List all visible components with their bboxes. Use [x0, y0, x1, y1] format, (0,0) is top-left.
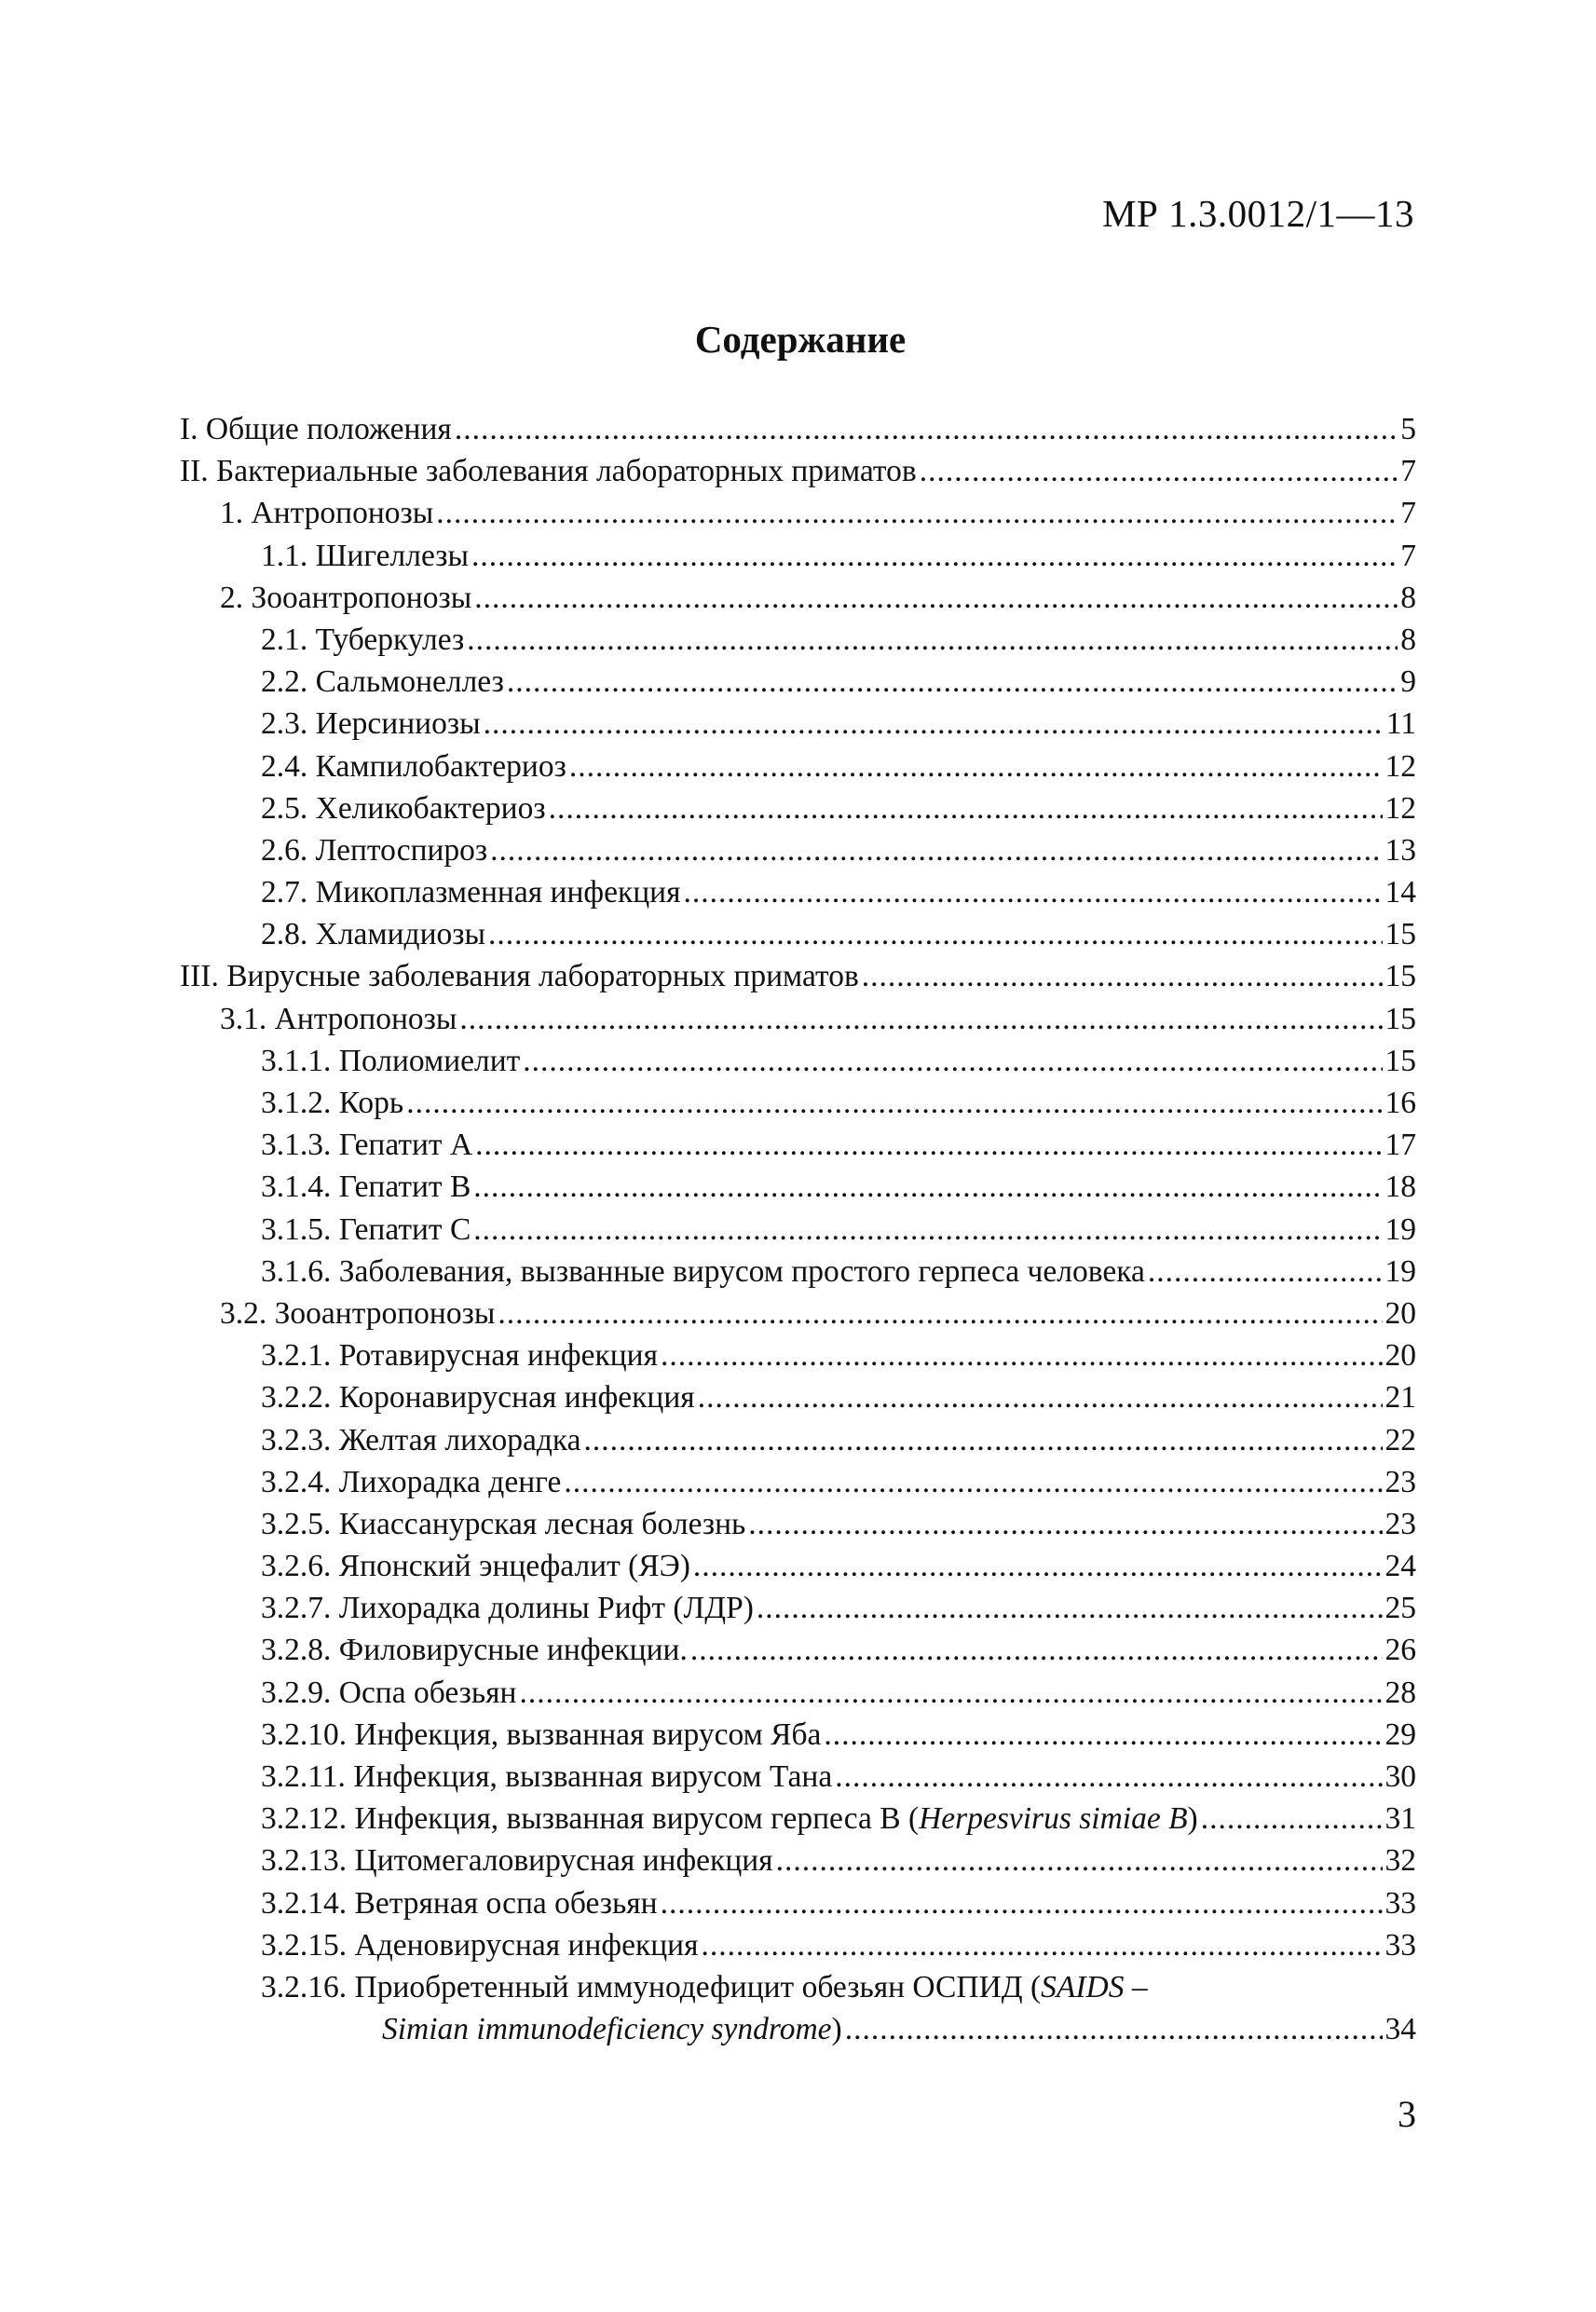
dot-leader [467, 619, 1398, 661]
dot-leader [862, 955, 1383, 997]
toc-entry [180, 1672, 1416, 1714]
toc-entry-page: 23 [1385, 1506, 1416, 1541]
toc-entry-page: 19 [1385, 1211, 1416, 1247]
toc-entry-label: 3.2.10. Инфекция, вызванная вирусом Яба [261, 1717, 822, 1752]
dot-leader [455, 408, 1398, 450]
toc-entry-label: 1. Антропонозы [220, 496, 434, 531]
toc-entry-page: 20 [1385, 1338, 1416, 1374]
toc-entry [180, 1587, 1416, 1629]
toc-entry [180, 1419, 1416, 1461]
toc-entry-page: 15 [1385, 1043, 1416, 1078]
toc-entry-page: 15 [1385, 1001, 1416, 1036]
toc-entry [180, 1714, 1416, 1756]
toc-entry-page: 15 [1385, 959, 1416, 994]
toc-entry-label: 2.2. Сальмонеллез [261, 664, 504, 700]
toc-entry-page: 25 [1385, 1591, 1416, 1626]
toc-entry-label: 3.2.5. Киассанурская лесная болезнь [261, 1506, 746, 1541]
toc-entry-label: 2.6. Лептоспироз [261, 832, 488, 868]
toc-entry-label: 2.8. Хламидиозы [261, 917, 485, 952]
toc-entry-label: 3.2.7. Лихорадка долины Рифт (ЛДР) [261, 1591, 754, 1626]
toc-entry-label: 2.3. Иерсиниозы [261, 706, 481, 742]
toc-entry-label: III. Вирусные заболевания лабораторных приматов [180, 959, 859, 994]
dot-leader [488, 913, 1383, 955]
toc-entry [180, 619, 1416, 661]
toc-entry [180, 913, 1416, 955]
toc-entry-page: 32 [1385, 1843, 1416, 1879]
toc-entry [180, 1334, 1416, 1376]
dot-leader [776, 1840, 1383, 1881]
toc-entry [180, 1629, 1416, 1671]
toc-entry-label: 3.2.9. Оспа обезьян [261, 1675, 517, 1710]
toc-entry [180, 1503, 1416, 1545]
toc-entry-label: I. Общие положения [180, 412, 452, 446]
toc-entry-page: 17 [1385, 1128, 1416, 1163]
toc-entry [180, 1924, 1416, 1966]
toc-entry [180, 408, 1416, 450]
toc-entry [180, 1461, 1416, 1503]
toc-entry-label: 3.1.1. Полиомиелит [261, 1043, 521, 1078]
toc-entry-label: 3.2.2. Коронавирусная инфекция [261, 1380, 695, 1416]
toc-entry-label: 3.1.5. Гепатит С [261, 1211, 471, 1247]
toc-entry-label: 3.2.16. Приобретенный иммунодефицит обезьян ОСПИД (SAIDS – [261, 1969, 1148, 2004]
dot-leader [564, 1461, 1382, 1503]
dot-leader [698, 1376, 1383, 1418]
toc-entry-label: 3.1.2. Корь [261, 1086, 404, 1120]
toc-entry-page: 7 [1400, 454, 1416, 489]
dot-leader [484, 703, 1384, 745]
toc-entry [180, 746, 1416, 787]
toc-entry [180, 1882, 1416, 1924]
toc-entry-label: 2. Зооантропонозы [220, 580, 472, 615]
toc-entry-page: 24 [1385, 1549, 1416, 1584]
toc-entry-page: 13 [1385, 832, 1416, 868]
dot-leader [748, 1503, 1382, 1545]
toc-entry-page: 12 [1385, 748, 1416, 784]
toc-entry [180, 1293, 1416, 1334]
toc-entry-label: II. Бактериальные заболевания лабораторных приматов [180, 454, 917, 489]
toc-entry [180, 1545, 1416, 1587]
toc-entry-page: 8 [1400, 580, 1416, 615]
toc-entry-page: 8 [1400, 622, 1416, 657]
dot-leader [498, 1293, 1382, 1334]
toc-entry-page: 26 [1385, 1633, 1416, 1668]
toc-entry-page: 23 [1385, 1464, 1416, 1499]
dot-leader [1148, 1251, 1383, 1293]
dot-leader [523, 1040, 1382, 1082]
dot-leader [702, 1924, 1383, 1966]
toc-entry [180, 1798, 1416, 1840]
dot-leader [661, 1334, 1383, 1376]
toc-entry-page: 20 [1385, 1295, 1416, 1331]
toc-entry [180, 955, 1416, 997]
toc-entry-page: 21 [1385, 1380, 1416, 1416]
toc-entry-page: 28 [1385, 1675, 1416, 1710]
toc-entry [180, 1082, 1416, 1124]
toc-entry-label: 1.1. Шигеллезы [261, 538, 469, 573]
toc-entry-label: 2.5. Хеликобактериоз [261, 790, 546, 826]
toc-entry-page: 7 [1400, 538, 1416, 573]
dot-leader [824, 1714, 1382, 1756]
toc-entry-page: 31 [1385, 1801, 1416, 1837]
toc-entry-label: 3.2. Зооантропонозы [220, 1295, 496, 1331]
toc-entry-page: 15 [1385, 917, 1416, 952]
toc-entry-label: 3.2.1. Ротавирусная инфекция [261, 1338, 658, 1374]
toc-entry [180, 1251, 1416, 1293]
toc-entry-label: 3.2.15. Аденовирусная инфекция [261, 1927, 699, 1963]
toc-entry-page: 30 [1385, 1759, 1416, 1794]
toc-entry-label: 3.1.4. Гепатит В [261, 1170, 471, 1205]
toc-entry [180, 1124, 1416, 1166]
toc-entry-label: 3.2.6. Японский энцефалит (ЯЭ) [261, 1549, 690, 1584]
dot-leader [475, 1124, 1382, 1166]
toc-entry-page: 22 [1385, 1422, 1416, 1457]
toc-entry-page: 5 [1400, 412, 1416, 446]
toc-entry-label: 3.2.11. Инфекция, вызванная вирусом Тана [261, 1759, 833, 1794]
toc-entry-label: 3.1. Антропонозы [220, 1001, 457, 1036]
dot-leader [473, 1166, 1382, 1208]
dot-leader [473, 1209, 1382, 1251]
toc-entry [180, 998, 1416, 1040]
toc-entry [180, 703, 1416, 745]
toc-entry [180, 1376, 1416, 1418]
dot-leader [1201, 1798, 1383, 1840]
dot-leader [406, 1082, 1382, 1124]
dot-leader [459, 998, 1382, 1040]
toc-entry-page: 29 [1385, 1717, 1416, 1752]
dot-leader [569, 746, 1383, 787]
toc-entry-label: 2.4. Кампилобактериоз [261, 748, 566, 784]
toc-entry-page: 7 [1400, 496, 1416, 531]
dot-leader [549, 787, 1383, 829]
dot-leader [757, 1587, 1383, 1629]
dot-leader [584, 1419, 1383, 1461]
dot-leader [835, 1756, 1382, 1798]
dot-leader [490, 829, 1382, 871]
toc-entry-continuation [180, 2008, 1416, 2050]
toc-entry [180, 787, 1416, 829]
dot-leader [474, 577, 1398, 619]
toc-entry-page: 34 [1385, 2012, 1416, 2047]
dot-leader [471, 535, 1398, 577]
toc-entry-label: 2.7. Микоплазменная инфекция [261, 875, 681, 910]
dot-leader [690, 1629, 1383, 1671]
toc-entry [180, 871, 1416, 913]
toc-entry [180, 1840, 1416, 1881]
toc-entry-label: 3.2.13. Цитомегаловирусная инфекция [261, 1843, 773, 1879]
toc-entry-label: 3.2.4. Лихорадка денге [261, 1464, 562, 1499]
toc-entry-page: 19 [1385, 1253, 1416, 1289]
toc-entry-label: 3.2.12. Инфекция, вызванная вирусом герпеса В (Herpesvirus simiae B) [261, 1801, 1198, 1837]
toc-entry [180, 1209, 1416, 1251]
toc-entry-page: 18 [1385, 1170, 1416, 1205]
dot-leader [683, 871, 1382, 913]
toc-entry-page: 9 [1400, 664, 1416, 700]
dot-leader [436, 492, 1398, 534]
dot-leader [519, 1672, 1382, 1714]
toc-entry-page: 14 [1385, 875, 1416, 910]
toc-entry [180, 829, 1416, 871]
dot-leader [693, 1545, 1383, 1587]
toc-entry [180, 577, 1416, 619]
toc-entry-label: 3.1.6. Заболевания, вызванные вирусом простого герпеса человека [261, 1253, 1145, 1289]
toc-entry [180, 1966, 1416, 2008]
toc-entry-page: 12 [1385, 790, 1416, 826]
toc-entry-label: 2.1. Туберкулез [261, 622, 465, 657]
toc-entry [180, 1040, 1416, 1082]
doc-code: МР 1.3.0012/1—13 [1102, 192, 1414, 235]
toc-entry-label: 3.2.3. Желтая лихорадка [261, 1422, 581, 1457]
toc-entry-label: Simian immunodeficiency syndrome) [382, 2012, 842, 2047]
toc-entry [180, 1756, 1416, 1798]
toc-entry-label: 3.2.8. Филовирусные инфекции. [261, 1633, 688, 1668]
toc-entry [180, 535, 1416, 577]
toc-entry [180, 661, 1416, 703]
toc-entry-page: 33 [1385, 1885, 1416, 1921]
dot-leader [507, 661, 1398, 703]
dot-leader [661, 1882, 1383, 1924]
toc-entry [180, 450, 1416, 492]
toc-entry-label: 3.2.14. Ветряная оспа обезьян [261, 1885, 658, 1921]
toc-entry-page: 33 [1385, 1927, 1416, 1963]
toc-title: Содержание [694, 318, 907, 361]
dot-leader [920, 450, 1398, 492]
table-of-contents [180, 408, 1416, 2050]
toc-entry-label: 3.1.3. Гепатит А [261, 1128, 473, 1163]
toc-entry [180, 492, 1416, 534]
dot-leader [845, 2008, 1383, 2050]
toc-entry-page: 11 [1385, 706, 1416, 742]
page-number: 3 [1398, 2093, 1416, 2135]
toc-entry-page: 16 [1385, 1086, 1416, 1120]
toc-entry [180, 1166, 1416, 1208]
